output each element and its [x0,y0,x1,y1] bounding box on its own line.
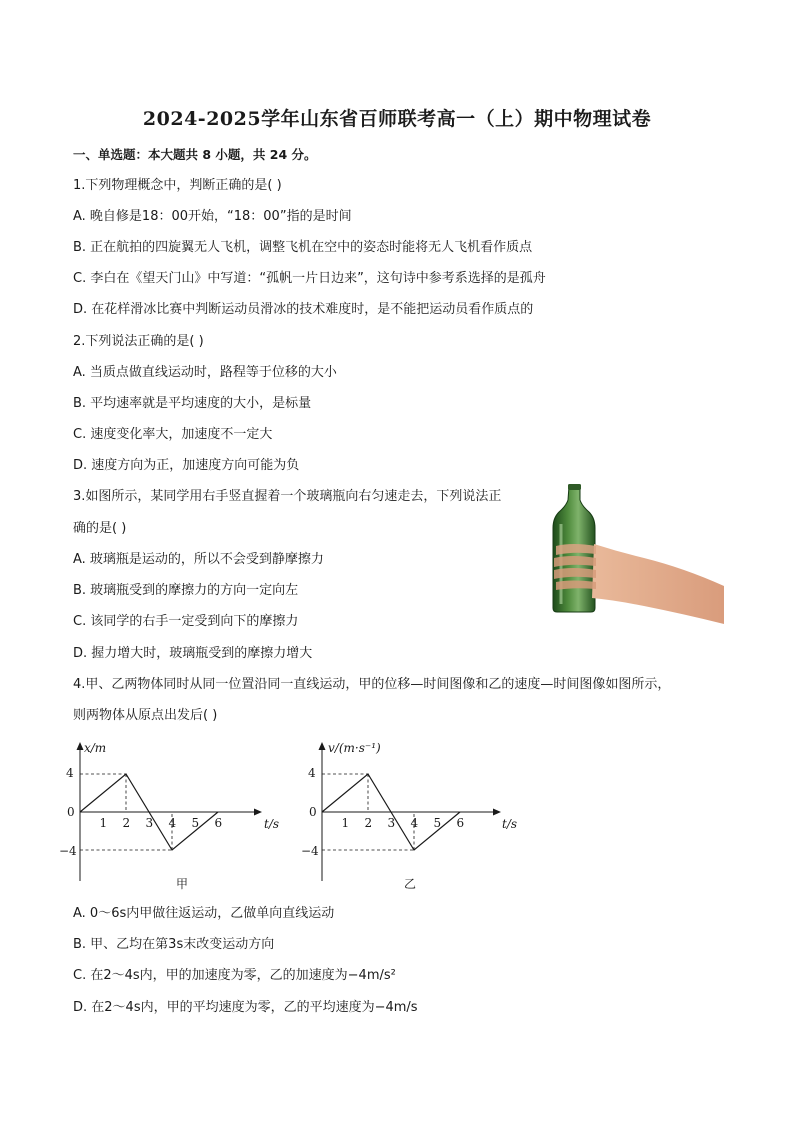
question-1-option-b: B. 正在航拍的四旋翼无人飞机，调整飞机在空中的姿态时能将无人飞机看作质点 [73,240,533,255]
question-2-stem: 2.下列说法正确的是( ) [73,334,204,349]
question-4-option-c: C. 在2～4s内，甲的加速度为零，乙的加速度为−4m/s² [73,968,396,983]
graph-caption: 甲 [176,877,189,891]
question-3-option-c: C. 该同学的右手一定受到向下的摩擦力 [73,614,299,629]
x-axis-arrow [254,809,262,816]
x-tick-label: 5 [433,816,442,830]
question-3-option-d: D. 握力增大时，玻璃瓶受到的摩擦力增大 [73,646,313,661]
question-1-option-a: A. 晚自修是18：00开始，“18：00”指的是时间 [73,209,352,224]
x-tick-label: 6 [456,816,465,830]
graph-yi-velocity-time [301,736,534,892]
x-tick-label: 4 [410,816,419,830]
x-tick-label: 3 [145,816,154,830]
question-4-option-a: A. 0～6s内甲做往返运动，乙做单向直线运动 [73,906,335,921]
question-2-option-a: A. 当质点做直线运动时，路程等于位移的大小 [73,365,337,380]
question-3-stem-line1: 3.如图所示，某同学用右手竖直握着一个玻璃瓶向右匀速走去，下列说法正 [73,489,502,504]
question-1-stem: 1.下列物理概念中，判断正确的是( ) [73,178,282,193]
y-tick-negative: −4 [301,844,319,858]
x-tick-label: 6 [214,816,223,830]
origin-label: 0 [309,805,317,819]
y-tick-positive: 4 [66,766,74,780]
x-tick-label: 2 [122,816,131,830]
origin-label: 0 [67,805,75,819]
question-2-option-c: C. 速度变化率大，加速度不一定大 [73,427,273,442]
y-axis-arrow [77,742,84,750]
question-1-option-d: D. 在花样滑冰比赛中判断运动员滑冰的技术难度时，是不能把运动员看作质点的 [73,302,534,317]
x-tick-label: 1 [341,816,350,830]
y-axis-arrow [319,742,326,750]
question-4-option-d: D. 在2～4s内，甲的平均速度为零，乙的平均速度为−4m/s [73,1000,418,1015]
x-tick-label: 3 [387,816,396,830]
x-tick-label: 5 [191,816,200,830]
question-4-stem-line2: 则两物体从原点出发后( ) [73,708,218,723]
x-tick-label: 1 [99,816,108,830]
question-4-option-b: B. 甲、乙均在第3s末改变运动方向 [73,937,275,952]
y-tick-negative: −4 [59,844,77,858]
question-2-option-d: D. 速度方向为正，加速度方向可能为负 [73,458,300,473]
section-heading: 一、单选题：本大题共 8 小题，共 24 分。 [73,147,317,162]
question-1-option-c: C. 李白在《望天门山》中写道：“孤帆一片日边来”，这句诗中参考系选择的是孤舟 [73,271,546,286]
question-3-stem-line2: 确的是( ) [73,521,127,536]
graph-jia-displacement-time [59,736,302,892]
question-3-option-a: A. 玻璃瓶是运动的，所以不会受到静摩擦力 [73,552,324,567]
x-axis-label: t/s [264,817,280,831]
x-axis-arrow [493,809,501,816]
graph-caption: 乙 [404,877,417,891]
question-2-option-b: B. 平均速率就是平均速度的大小，是标量 [73,396,312,411]
question-4-stem-line1: 4.甲、乙两物体同时从同一位置沿同一直线运动，甲的位移—时间图像和乙的速度—时间图像如图所示， [73,677,671,692]
y-axis-label: v/(m·s⁻¹) [328,741,381,755]
x-axis-label: t/s [502,817,518,831]
x-tick-label: 4 [168,816,177,830]
question-3-option-b: B. 玻璃瓶受到的摩擦力的方向一定向左 [73,583,299,598]
y-tick-positive: 4 [308,766,316,780]
hand-holding-bottle-image [548,484,724,624]
exam-title: 2024-2025学年山东省百师联考高一（上）期中物理试卷 [142,108,652,130]
y-axis-label: x/m [84,741,107,755]
x-tick-label: 2 [364,816,373,830]
